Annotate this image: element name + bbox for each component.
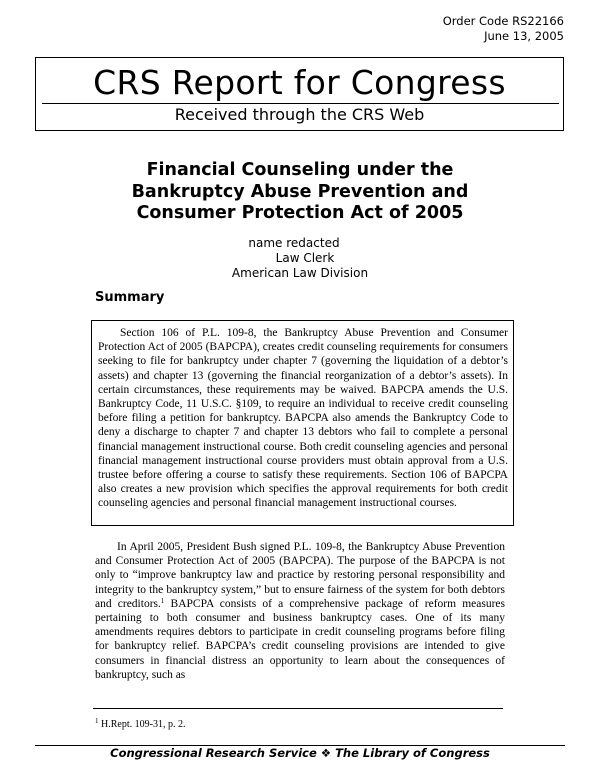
author-name: name redacted [248,236,340,250]
summary-box [91,320,514,526]
body-paragraph [95,540,505,682]
order-info [443,14,564,44]
author-division: American Law Division [231,266,369,280]
banner-subtitle: Received through the CRS Web [174,105,425,124]
summary-text: Section 106 of P.L. 109-8, the Bankruptcy Abuse Prevention and Consumer Protection Act of 2005 (BAPCPA), creates credit counseling requirements for consumers seeking to file for bankruptcy under chapter 7 (governing the liquidation of a debtor’s assets) and chapter 13 (governing the financial reorganization of a debtor’s assets). In certain circumstances, these requirements may be waived. BAPCPA amends the U.S. Bankruptcy Code, 11 U.S.C. §109, to require an individual to receive credit counseling before filing a petition for bankruptcy. BAPCPA also amends the Bankruptcy Code to deny a discharge to chapter 7 and chapter 13 debtors who fail to complete a personal financial management instructional course. Both credit counseling agencies and personal financial management instructional course providers must obtain approval from a U.S. trustee before offering a course to satisfy these requirements. Section 106 of BAPCPA also creates a new provision which specifies the approval requirements for both credit counseling agencies and personal financial management instructional courses. [98,327,508,510]
report-banner [35,57,564,131]
body-text-part-1: In April 2005, President Bush signed P.L. 109-8, the Bankruptcy Abuse Prevention and Consumer Protection Act of 2005 (BAPCPA). The purpose of the BAPCPA is not only to “improve bankruptcy law and practice by restoring personal responsibility and integrity to the bankruptcy system,” but to ensure fairness of the system for both debtors and creditors. [95,541,505,610]
summary-heading: Summary [95,290,165,305]
footnote-reference[interactable]: 1 [160,596,165,605]
order-code: Order Code RS22166 [442,14,564,28]
footnote [95,718,185,731]
body-text-part-2: BAPCPA consists of a comprehensive package of reform measures pertaining to both consumer and business bankruptcy cases. One of its many amendments requires debtors to participate in credit counseling programs before filing for bankruptcy relief. BAPCPA’s credit counseling provisions are intended to give consumers in financial distress an opportunity to learn about the consequences of bankruptcy, such as [95,597,506,681]
banner-title: CRS Report for Congress [93,63,506,102]
author-position: Law Clerk [275,251,335,265]
document-title: Financial Counseling under the Bankruptcy Abuse Prevention and Consumer Protection Act of 2005 [131,160,469,223]
page-footer: Congressional Research Service ❖ The Library of Congress [110,746,490,760]
banner-divider [42,103,559,104]
footnote-divider [93,708,503,709]
footnote-number: 1 [95,717,99,725]
footnote-text: H.Rept. 109-31, p. 2. [98,719,186,730]
body-text [95,540,505,682]
author-block [0,236,600,281]
report-date: June 13, 2005 [484,29,564,43]
